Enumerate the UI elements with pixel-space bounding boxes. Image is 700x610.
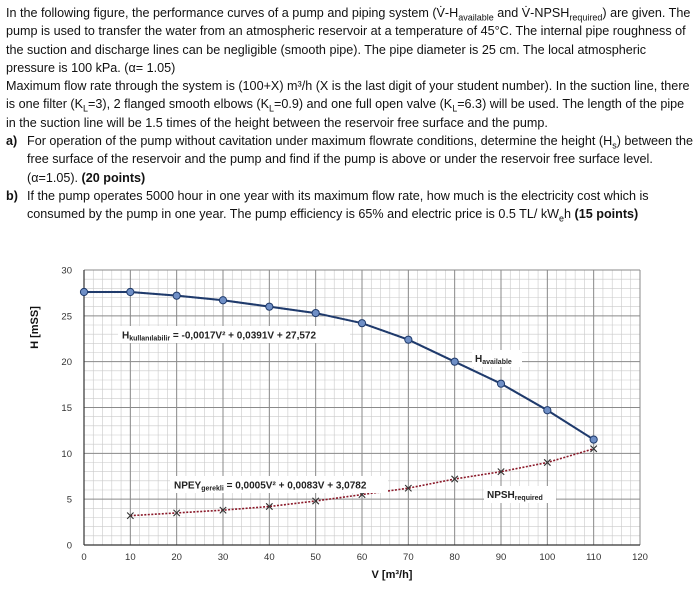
data-point-h-available <box>219 297 226 304</box>
data-point-h-available <box>497 380 504 387</box>
y-axis-label: H [mSS] <box>29 306 41 349</box>
x-tick-label: 100 <box>539 552 556 563</box>
data-point-h-available <box>80 288 87 295</box>
x-tick-label: 40 <box>264 552 275 563</box>
x-tick-label: 60 <box>356 552 368 563</box>
data-point-h-available <box>173 292 180 299</box>
y-tick-label: 5 <box>66 494 72 506</box>
data-point-h-available <box>544 407 551 414</box>
y-tick-label: 15 <box>61 403 72 414</box>
data-point-h-available <box>405 336 412 343</box>
performance-chart <box>0 250 700 595</box>
x-tick-label: 50 <box>310 552 321 563</box>
x-tick-label: 70 <box>403 552 414 563</box>
label-h-available-text: $H_{available}$ <box>475 354 512 366</box>
x-tick-label: 90 <box>495 552 507 563</box>
data-point-h-available <box>451 358 458 365</box>
data-point-h-available <box>312 309 319 316</box>
y-tick-label: 25 <box>61 311 72 323</box>
x-tick-label: 110 <box>586 552 602 563</box>
data-point-h-available <box>590 436 597 443</box>
equation-npsh-required-text: $NPEY_{gerekli} = 0,0005V^2 + 0,0083V + 3,0782$ <box>174 480 367 493</box>
equation-h-available-text: $H_{kullanılabilir} = -0,0017V^2 + 0,0391V + 27,572$ <box>122 330 317 343</box>
question-a: a) For operation of the pump without cavitation under maximum flowrate conditions, determine the height $(H_s)$ between the free surface of the reservoir and the pump and find if the pump is above or under the reservoir free surface level. (α=1.05). (20 points) <box>6 134 694 185</box>
y-tick-label: 20 <box>61 357 72 369</box>
data-point-h-available <box>127 288 134 295</box>
x-tick-label: 10 <box>125 552 136 563</box>
x-tick-label: 30 <box>217 552 229 563</box>
x-axis-label: V [m³/h] <box>371 569 413 581</box>
paragraph-intro: In the following figure, the performance curves of a pump and piping system ($V̇-H_{available}$ and $V̇-NPSH_{required}$) are given. The pump is used to transfer the water from an atmospheric reservoir at a temperature of 45°C. The internal pipe roughness of the suction and discharge lines can be negligible (smooth pipe). The pipe diameter is 25 cm. The local atmospheric pressure is 100 kPa. (α= 1.05) <box>6 6 691 75</box>
y-tick-label: 0 <box>66 540 72 552</box>
equation-h-available <box>118 326 350 343</box>
x-tick-label: 120 <box>632 552 648 563</box>
label-h-available <box>472 350 522 367</box>
x-tick-label: 80 <box>449 552 460 563</box>
data-point-h-available <box>266 303 273 310</box>
label-npsh-required <box>484 486 556 503</box>
label-npsh-required-text: $NPSH_{required}$ <box>487 490 543 502</box>
y-tick-label: 10 <box>61 448 72 460</box>
equation-npsh-required <box>170 476 388 493</box>
tick-labels <box>29 266 648 582</box>
x-tick-label: 0 <box>81 552 87 563</box>
problem-statement <box>6 4 694 224</box>
y-tick-label: 30 <box>61 265 72 277</box>
question-b: b) If the pump operates 5000 hour in one year with its maximum flow rate, how much is the electricity cost which is consumed by the pump in one year. The pump efficiency is 65% and electric price is 0.5 TL/ $kW_eh$ (15 points) <box>6 188 649 224</box>
x-tick-label: 20 <box>171 552 182 563</box>
paragraph-conditions: Maximum flow rate through the system is (100+X) m³/h (X is the last digit of your student number). In the suction line, there is one filter $(K_L=3)$, 2 flanged smooth elbows $(K_L=0.9)$ and one full open valve $(K_L=6.3)$ will be used. The length of the pipe in the suction line will be 1.5 times of the height between the reservoir free surface and the pump. <box>6 79 690 130</box>
data-point-h-available <box>358 320 365 327</box>
